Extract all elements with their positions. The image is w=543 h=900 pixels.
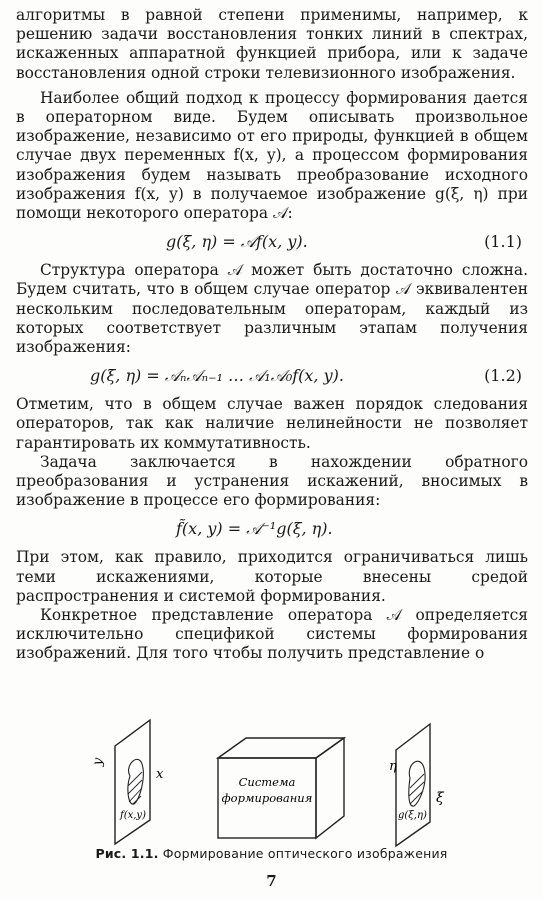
page-number: 7 (266, 872, 277, 890)
figure-1-1 (0, 716, 543, 856)
box-label-line1: Система (238, 775, 296, 789)
paragraph-1: алгоритмы в равной степени применимы, например, к решению задачи восстановления тонких линий в спектрах, искаженных аппаратной функцией прибора, или к задаче восстановления одной строки телевизионного изображения. (16, 6, 528, 82)
paragraph-3: Структура оператора 𝒜 может быть достаточно сложна. Будем считать, что в общем случае оператор 𝒜 эквивалентен нескольким последовательным операторам, каждый из которых соответствует различным этапам получения изображения: (16, 261, 528, 357)
label-fxy: f(x,y) (120, 810, 146, 821)
equation-1-1-number: (1.1) (484, 232, 522, 252)
paragraph-6: При этом, как правило, приходится ограничиваться лишь теми искажениями, которые внесены средой распространения и системой формирования. (16, 548, 528, 605)
equation-1-1-body: g(ξ, η) = 𝒜f(x, y). (166, 232, 308, 252)
label-x: x (156, 767, 164, 782)
label-xi: ξ (436, 790, 444, 806)
equation-1-2-number: (1.2) (484, 366, 522, 386)
equation-1-2 (16, 357, 528, 395)
image-plane (389, 724, 445, 846)
equation-1-1 (16, 223, 528, 261)
label-y: y (90, 756, 107, 767)
caption-text: Формирование оптического изображения (162, 846, 448, 861)
paragraph-2: Наиболее общий подход к процессу формирования дается в операторном виде. Будем описывать произвольное изображение, независимо от его природы, функцией в общем случае двух переменных f(x, y), а процессом формирования изображения будем называть преобразование исходного изображения f(x, y) в получаемое изображение g(ξ, η) при помощи некоторого оператора 𝒜: (16, 88, 528, 223)
figure-caption (0, 846, 543, 861)
paragraph-4: Отметим, что в общем случае важен порядок следования операторов, так как наличие нелинейности не позволяет гарантировать их коммутативность. (16, 395, 528, 452)
page-body (16, 0, 528, 664)
box-label-line2: формирования (221, 791, 313, 805)
figure-drawing (0, 716, 543, 856)
source-plane (90, 720, 164, 844)
equation-1-2-body: g(ξ, η) = 𝒜ₙ𝒜ₙ₋₁ … 𝒜₁𝒜₀f(x, y). (90, 366, 344, 386)
paragraph-5: Задача заключается в нахождении обратного преобразования и устранения искажений, вносимых в изображение в процессе его формирования: (16, 452, 528, 510)
caption-prefix: Рис. 1.1. (95, 846, 159, 861)
label-gxieta: g(ξ,η) (398, 810, 427, 821)
equation-inverse (16, 510, 528, 548)
label-eta: η (389, 759, 397, 774)
equation-inverse-body: f̃(x, y) = 𝒜⁻¹g(ξ, η). (176, 519, 333, 539)
paragraph-7: Конкретное представление оператора 𝒜 определяется исключительно спецификой системы формирования изображений. Для того чтобы получить представление о (16, 606, 528, 663)
system-box (218, 738, 344, 838)
